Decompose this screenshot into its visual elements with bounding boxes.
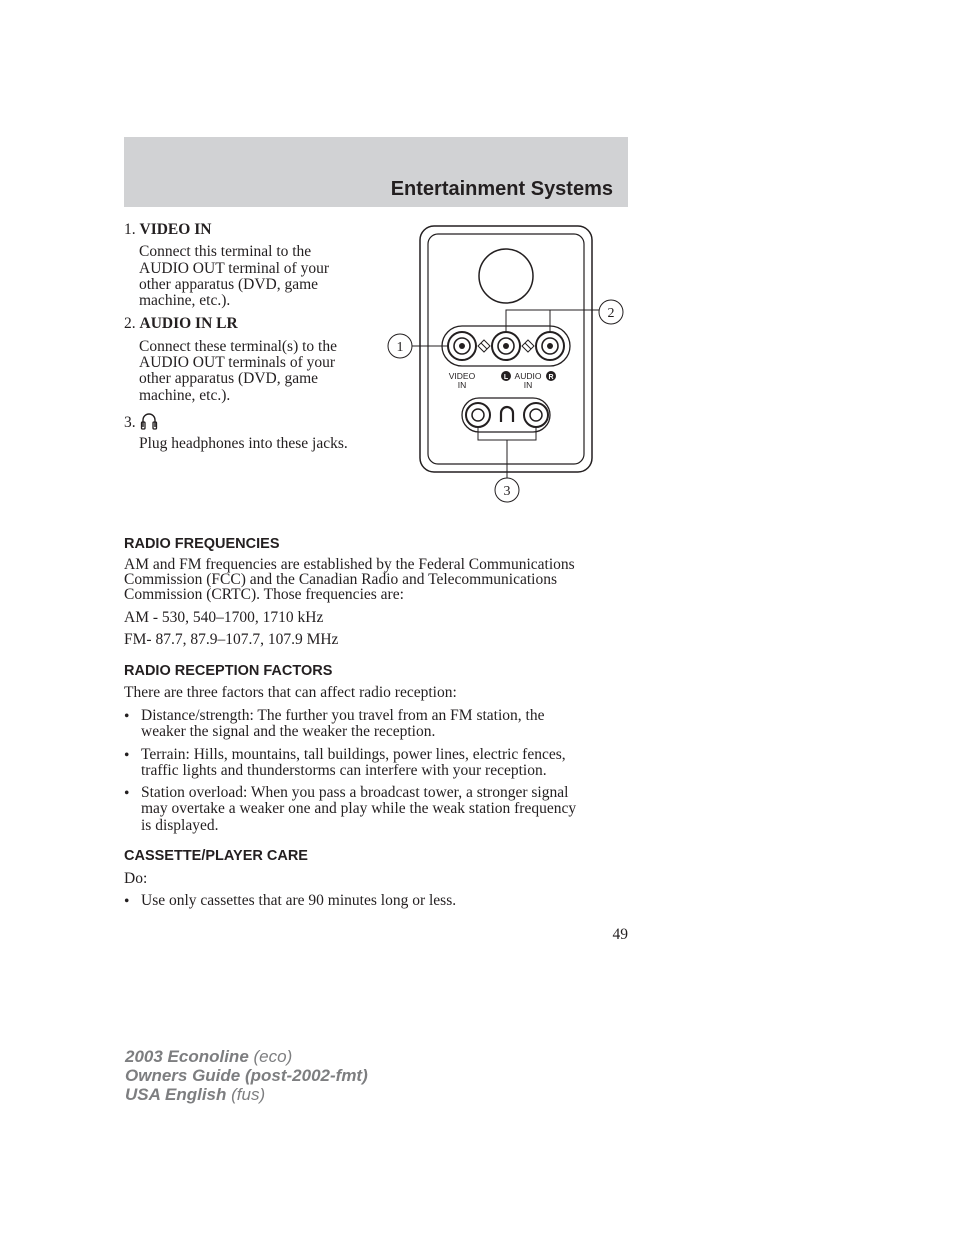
- headphone-jack-right: [524, 403, 548, 427]
- audio-r-jack: [536, 332, 564, 360]
- jack-item-2-desc-line: other apparatus (DVD, game: [139, 370, 319, 387]
- audio-l-jack: [492, 332, 520, 360]
- header-band: [124, 137, 628, 207]
- bullet-line: Terrain: Hills, mountains, tall buildings, power lines, electric fences,: [141, 746, 566, 763]
- jack-item-1-desc-line: Connect this terminal to the: [139, 243, 312, 260]
- bullet-marker: •: [124, 785, 130, 802]
- left-badge-text: L: [503, 374, 509, 381]
- bullet-line: Distance/strength: The further you travel from an FM station, the: [141, 707, 545, 724]
- jack-item-1-desc-line: other apparatus (DVD, game: [139, 276, 319, 293]
- callout-2-leader: [506, 310, 599, 332]
- jack-item-1-desc-line: AUDIO OUT terminal of your: [139, 260, 329, 277]
- right-badge-text: R: [548, 374, 554, 381]
- jack-item-2-desc-line: machine, etc.).: [139, 387, 231, 404]
- fm-frequencies: FM- 87.7, 87.9–107.7, 107.9 MHz: [124, 631, 339, 648]
- bullet-line: may overtake a weaker one and play while the weak station frequency: [141, 800, 577, 818]
- jack-item-1-title: 1. VIDEO IN: [124, 221, 212, 238]
- bullet-line: is displayed.: [141, 816, 219, 834]
- bullet-line: Use only cassettes that are 90 minutes long or less.: [141, 892, 457, 909]
- callout-3-leader: [478, 427, 536, 478]
- headphones-icon: [140, 411, 158, 431]
- do-label: Do:: [124, 870, 148, 887]
- video-in-jack: [448, 332, 476, 360]
- bullet-text: [141, 747, 631, 780]
- page-number: 49: [612, 926, 628, 943]
- paragraph-line: Commission (FCC) and the Canadian Radio and Telecommunications: [124, 571, 558, 588]
- bullet-line: traffic lights and thunderstorms can interfere with your reception.: [141, 762, 547, 780]
- paragraph-line: Commission (CRTC). Those frequencies are:: [124, 586, 404, 603]
- video-label-in: IN: [457, 380, 467, 390]
- callout-3-text: 3: [503, 484, 511, 499]
- radio-frequencies-heading: RADIO FREQUENCIES: [124, 536, 280, 552]
- bullet-marker: •: [124, 708, 130, 725]
- jack-item-2-desc-line: Connect these terminal(s) to the: [139, 338, 337, 355]
- video-label: VIDEO: [448, 371, 476, 381]
- footer-line-2: Owners Guide (post-2002-fmt): [125, 1066, 368, 1085]
- headphones-icon: [501, 407, 513, 422]
- audio-label: AUDIO: [514, 371, 542, 381]
- bullet-text: [141, 785, 631, 834]
- jack-panel-diagram: [380, 222, 630, 512]
- footer-line-3: USA English (fus): [125, 1085, 266, 1104]
- cassette-care-heading: CASSETTE/PLAYER CARE: [124, 848, 308, 864]
- callout-1-text: 1: [396, 340, 404, 355]
- callout-2-text: 2: [607, 306, 615, 321]
- jack-item-3-title: 3.: [124, 411, 158, 431]
- footer-line-1: 2003 Econoline (eco): [125, 1047, 293, 1066]
- bullet-line: weaker the signal and the weaker the reception.: [141, 723, 436, 741]
- paragraph-line: AM and FM frequencies are established by the Federal Communications: [124, 556, 575, 573]
- section-title: Entertainment Systems: [390, 178, 613, 200]
- bullet-marker: •: [124, 893, 130, 910]
- headphone-jack-left: [466, 403, 490, 427]
- bullet-text: [141, 708, 631, 741]
- reception-intro: There are three factors that can affect radio reception:: [124, 684, 457, 701]
- am-frequencies: AM - 530, 540–1700, 1710 kHz: [124, 609, 324, 626]
- jack-item-2-title: 2. AUDIO IN LR: [124, 315, 238, 332]
- bullet-marker: •: [124, 747, 130, 764]
- jack-item-1-desc-line: machine, etc.).: [139, 292, 231, 309]
- jack-item-3-desc-line: Plug headphones into these jacks.: [139, 435, 348, 452]
- bullet-text: [141, 893, 631, 909]
- sensor-window: [479, 249, 533, 303]
- jack-item-2-desc-line: AUDIO OUT terminals of your: [139, 354, 336, 371]
- bullet-line: Station overload: When you pass a broadcast tower, a stronger signal: [141, 784, 569, 801]
- audio-label-in: IN: [523, 380, 533, 390]
- radio-reception-heading: RADIO RECEPTION FACTORS: [124, 663, 333, 679]
